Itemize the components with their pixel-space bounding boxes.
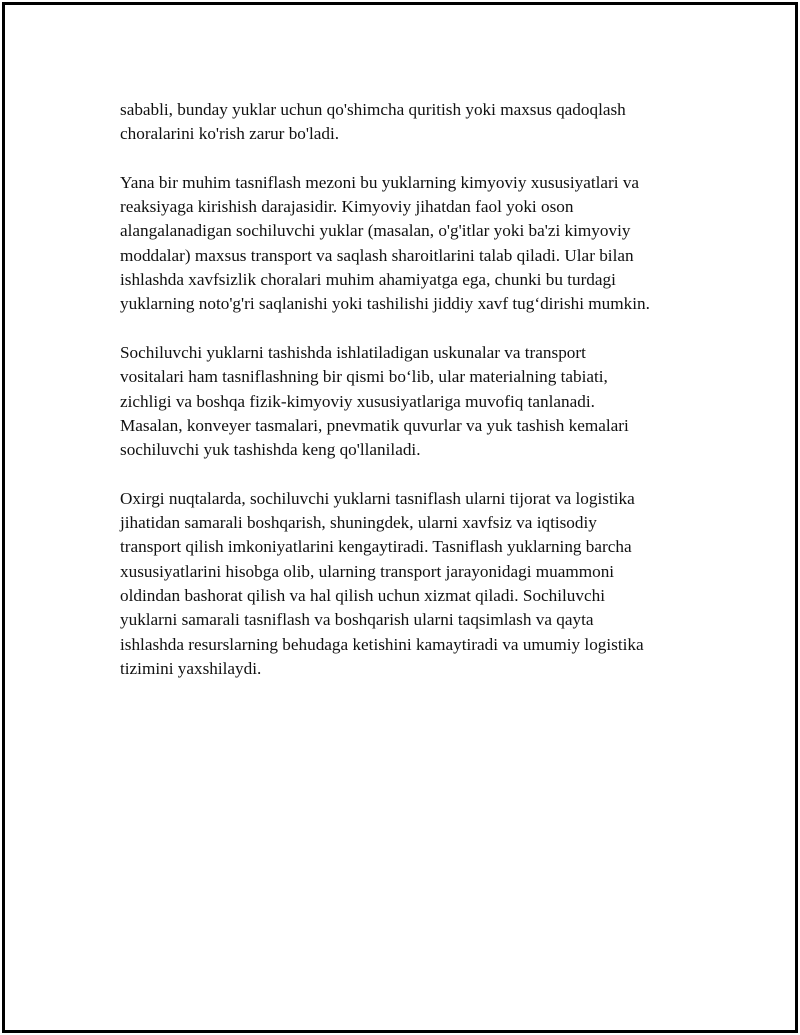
paragraph-transport-equipment: Sochiluvchi yuklarni tashishda ishlatiladigan uskunalar va transport vositalari ham tasniflashning bir qismi bo‘lib, ular materialning tabiati, zichligi va boshqa fizik-kimyoviy xususiyatlariga muvofiq tanlanadi. Masalan, konveyer tasmalari, pnevmatik quvurlar va yuk tashish kemalari sochiluvchi yuk tashishda keng qo'llaniladi. — [120, 342, 629, 460]
paragraph-conclusion: Oxirgi nuqtalarda, sochiluvchi yuklarni tasniflash ularni tijorat va logistika jihatidan samarali boshqarish, shuningdek, ularni xavfsiz va iqtisodiy transport qilish imkoniyatlarini kengaytiradi. Tasniflash yuklarning barcha xususiyatlarini hisobga olib, ularning transport jarayonidagi muammoni oldindan bashorat qilish va hal qilish uchun xizmat qiladi. Sochiluvchi yuklarni samarali tasniflash va boshqarish ularni taqsimlash va qayta ishlashda resurslarning behudaga ketishini kamaytiradi va umumiy logistika tizimini yaxshilaydi. — [120, 488, 644, 678]
page-frame — [2, 2, 798, 1033]
paragraph-chemical-properties: Yana bir muhim tasniflash mezoni bu yuklarning kimyoviy xususiyatlari va reaksiyaga kirishish darajasidir. Kimyoviy jihatdan faol yoki oson alangalanadigan sochiluvchi yuklar (masalan, o'g'itlar yoki ba'zi kimyoviy moddalar) maxsus transport va saqlash sharoitlarini talab qiladi. Ular bilan ishlashda xavfsizlik choralari muhim ahamiyatga ega, chunki bu turdagi yuklarning noto'g'ri saqlanishi yoki tashilishi jiddiy xavf tug‘dirishi mumkin. — [120, 172, 650, 314]
document-body — [120, 98, 700, 705]
paragraph-continuation: sababli, bunday yuklar uchun qo'shimcha quritish yoki maxsus qadoqlash choralarini ko'rish zarur bo'ladi. — [120, 100, 626, 144]
